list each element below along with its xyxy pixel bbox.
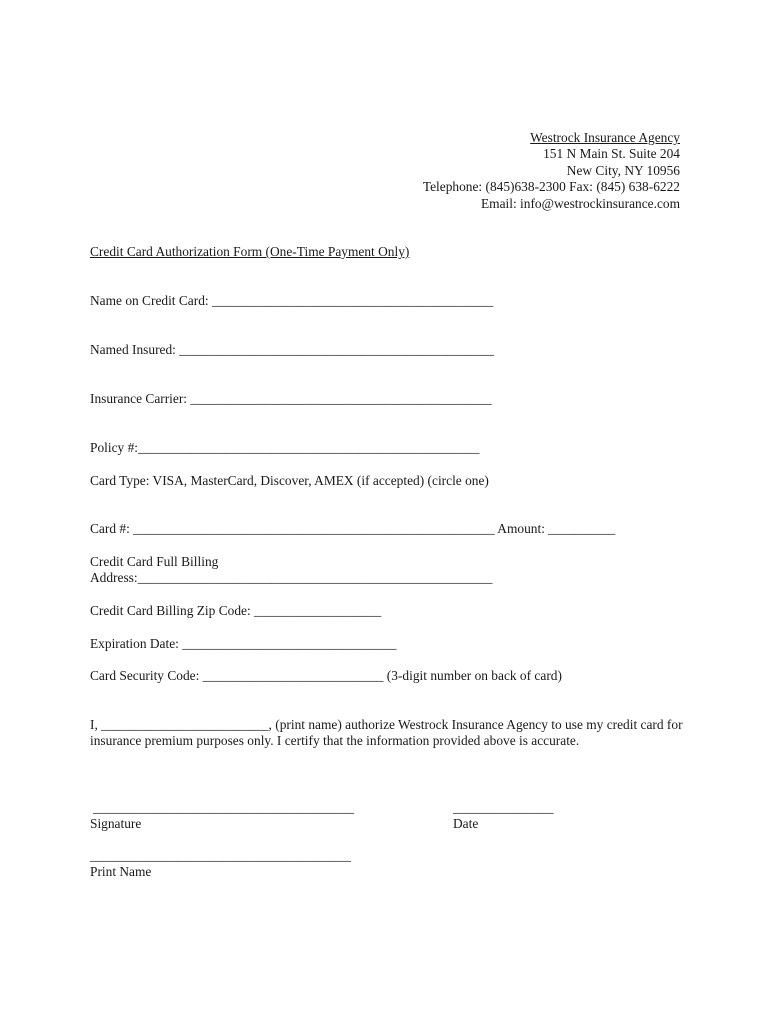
billing-address-field[interactable]: Address:_____________________________________________________ bbox=[90, 570, 493, 585]
policy-number-field[interactable]: Policy #:___________________________________________________ bbox=[90, 440, 480, 455]
print-name-label: Print Name bbox=[90, 864, 152, 879]
form-title: Credit Card Authorization Form (One-Time Payment Only) bbox=[90, 244, 410, 259]
agency-header bbox=[423, 130, 680, 212]
insurance-carrier-field[interactable]: Insurance Carrier: _____________________________________________ bbox=[90, 391, 492, 406]
date-label: Date bbox=[453, 816, 479, 831]
signature-label: Signature bbox=[90, 816, 142, 831]
agency-email: Email: info@westrockinsurance.com bbox=[481, 195, 680, 211]
expiration-date-field[interactable]: Expiration Date: ________________________________ bbox=[90, 636, 397, 651]
print-name-line[interactable]: _______________________________________ bbox=[90, 848, 352, 863]
date-line[interactable]: _______________ bbox=[453, 800, 554, 815]
named-insured-field[interactable]: Named Insured: _______________________________________________ bbox=[90, 342, 494, 357]
agency-address-line2: New City, NY 10956 bbox=[566, 162, 680, 178]
billing-address-label: Credit Card Full Billing bbox=[90, 554, 219, 569]
agency-name: Westrock Insurance Agency bbox=[530, 130, 680, 145]
name-on-card-field[interactable]: Name on Credit Card: __________________________________________ bbox=[90, 293, 494, 308]
authorization-statement: I, _________________________, (print name) authorize Westrock Insurance Agency to use my credit card for insurance premium purposes only. I certify that the information provided above is accurate. bbox=[90, 717, 683, 748]
card-number-amount-field[interactable]: Card #: ______________________________________________________ Amount: __________ bbox=[90, 521, 616, 536]
agency-address-line1: 151 N Main St. Suite 204 bbox=[543, 146, 680, 162]
signature-line[interactable]: _______________________________________ bbox=[93, 800, 355, 815]
agency-phone-fax: Telephone: (845)638-2300 Fax: (845) 638-6222 bbox=[422, 179, 680, 195]
card-type-line[interactable]: Card Type: VISA, MasterCard, Discover, AMEX (if accepted) (circle one) bbox=[90, 473, 489, 488]
security-code-field[interactable]: Card Security Code: ___________________________ (3-digit number on back of card) bbox=[90, 668, 562, 683]
billing-zip-field[interactable]: Credit Card Billing Zip Code: ___________________ bbox=[90, 603, 382, 618]
